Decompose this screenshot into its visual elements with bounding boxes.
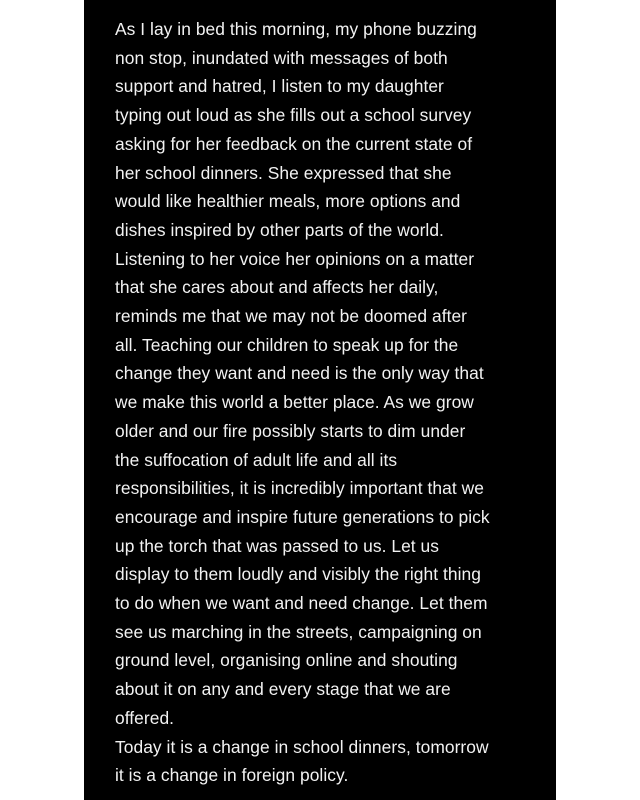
notes-screen: [84, 0, 556, 800]
note-line: would like healthier meals, more options and: [115, 191, 461, 212]
note-line: typing out loud as she fills out a school survey: [115, 105, 472, 126]
note-line: Listening to her voice her opinions on a matter: [115, 248, 475, 269]
note-line: As I lay in bed this morning, my phone buzzing: [115, 19, 477, 39]
note-line: asking for her feedback on the current state of: [115, 133, 473, 154]
note-line: about it on any and every stage that we are: [115, 679, 451, 700]
note-line: up the torch that was passed to us. Let us: [115, 535, 440, 556]
note-line: dishes inspired by other parts of the world.: [115, 219, 444, 240]
note-line: see us marching in the streets, campaigning on: [115, 621, 482, 642]
note-line: support and hatred, I listen to my daughter: [115, 76, 444, 97]
note-line: Today it is a change in school dinners, tomorrow: [115, 736, 489, 757]
note-line: display to them loudly and visibly the right thing: [115, 564, 481, 585]
note-line: it is a change in foreign policy.: [115, 765, 349, 786]
note-line: we make this world a better place. As we grow: [115, 392, 474, 413]
note-line: responsibilities, it is incredibly important that we: [115, 478, 484, 499]
note-body: [115, 15, 545, 790]
note-line: her school dinners. She expressed that she: [115, 162, 452, 183]
note-line: offered.: [115, 707, 175, 728]
note-line: older and our fire possibly starts to dim under: [115, 420, 466, 441]
note-line: encourage and inspire future generations to pick: [115, 506, 490, 527]
note-line: non stop, inundated with messages of both: [115, 47, 448, 68]
note-line: change they want and need is the only way that: [115, 363, 484, 384]
note-line: ground level, organising online and shouting: [115, 650, 458, 671]
note-line: all. Teaching our children to speak up for the: [115, 334, 459, 355]
note-line: the suffocation of adult life and all its: [115, 449, 398, 470]
note-line: that she cares about and affects her daily,: [115, 277, 439, 298]
note-line: reminds me that we may not be doomed after: [115, 306, 468, 327]
note-line: to do when we want and need change. Let them: [115, 593, 488, 614]
